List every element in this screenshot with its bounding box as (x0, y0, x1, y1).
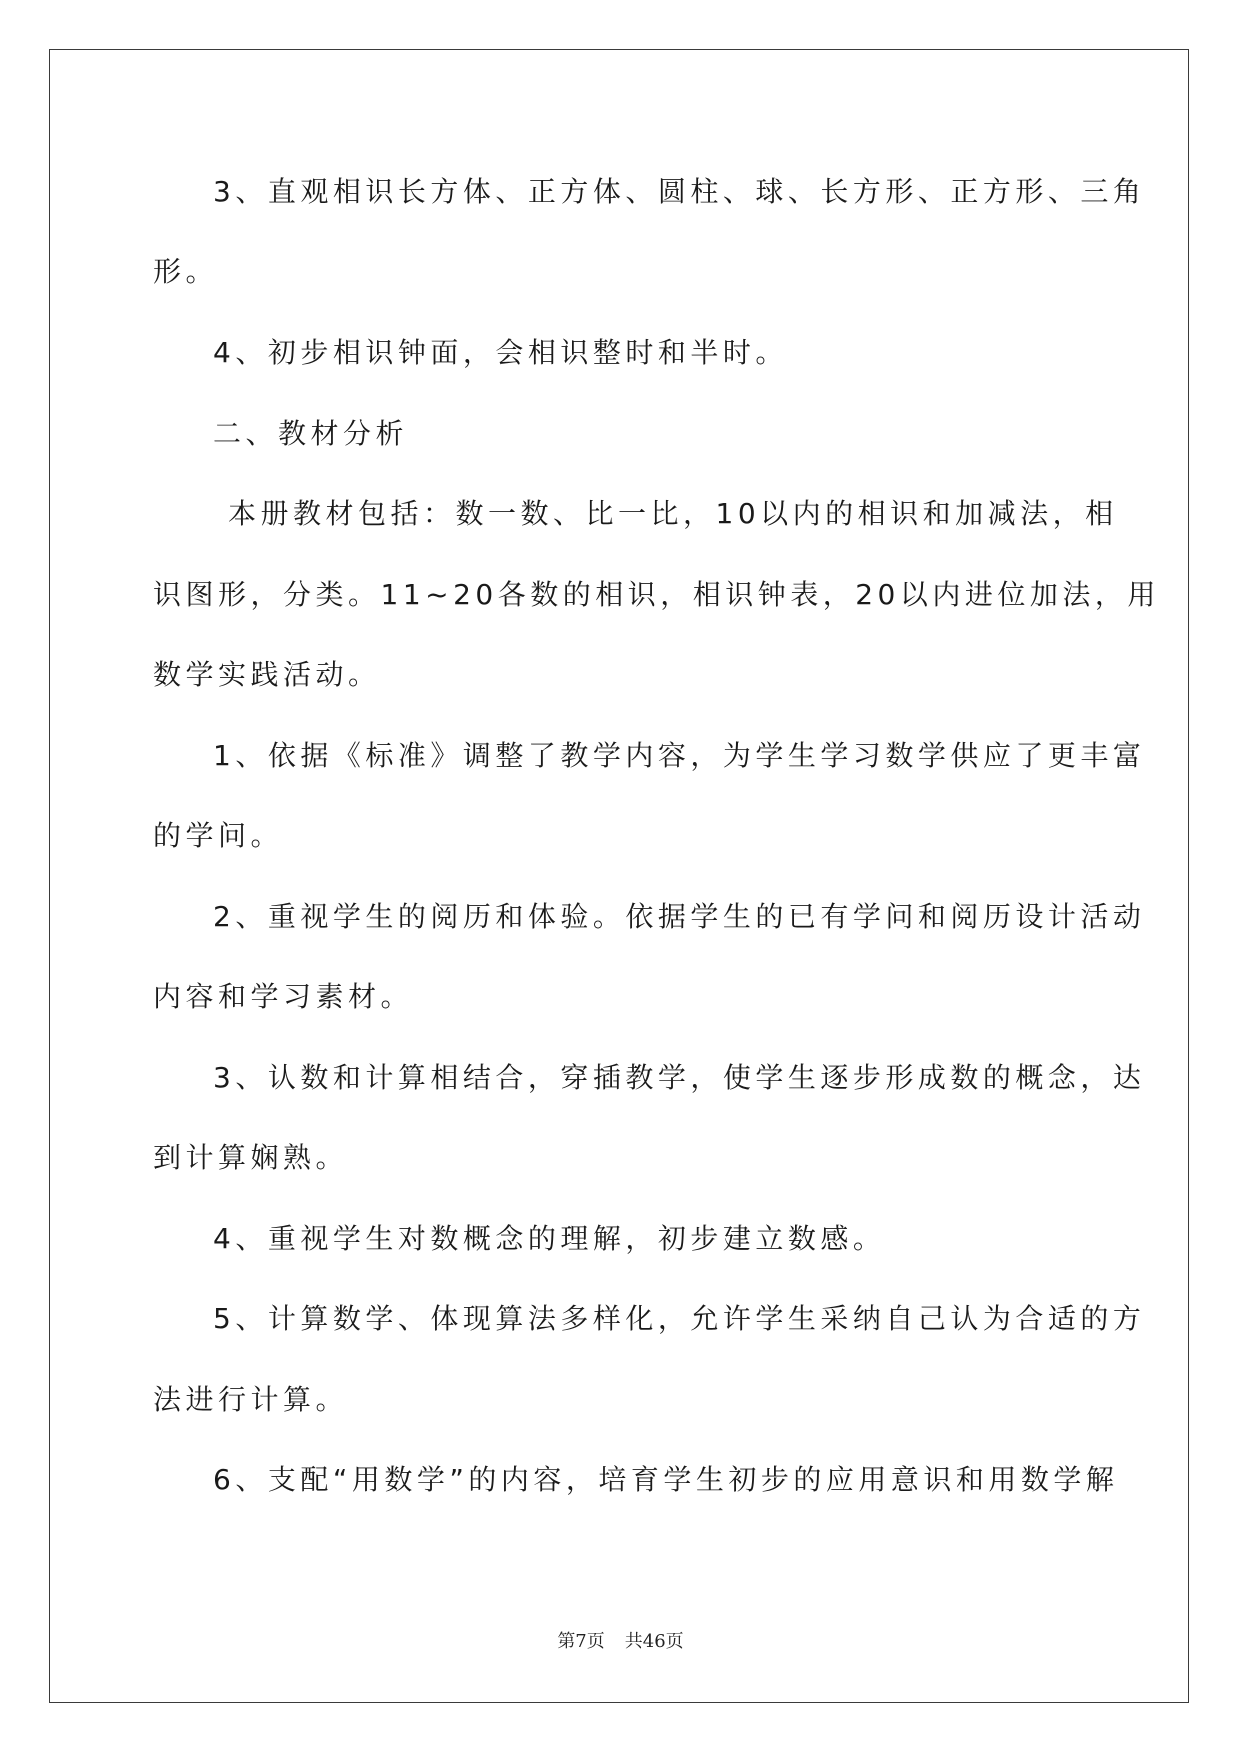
text-line: 识图形，分类。11~20各数的相识，相识钟表，20以内进位加法，用 (153, 578, 1160, 611)
text-line: 3、认数和计算相结合，穿插教学，使学生逐步形成数的概念，达 (213, 1061, 1146, 1094)
page-border (49, 49, 1189, 1703)
text-line: 2、重视学生的阅历和体验。依据学生的已有学问和阅历设计活动 (213, 900, 1146, 933)
text-line: 数学实践活动。 (153, 658, 381, 691)
text-line: 内容和学习素材。 (153, 980, 414, 1013)
page-total: 共46页 (624, 1631, 684, 1652)
text-line: 本册教材包括：数一数、比一比，10以内的相识和加减法，相 (228, 497, 1118, 530)
section-heading: 二、教材分析 (213, 417, 409, 450)
text-line: 的学问。 (153, 819, 284, 852)
text-line: 4、重视学生对数概念的理解，初步建立数感。 (213, 1222, 886, 1255)
text-line: 6、支配“用数学”的内容，培育学生初步的应用意识和用数学解 (213, 1463, 1119, 1496)
text-line: 到计算娴熟。 (153, 1141, 349, 1174)
page-footer (0, 1630, 1241, 1654)
text-line: 形。 (153, 255, 219, 288)
text-line: 4、初步相识钟面，会相识整时和半时。 (213, 336, 788, 369)
text-line: 3、直观相识长方体、正方体、圆柱、球、长方形、正方形、三角 (213, 175, 1146, 208)
text-line: 5、计算数学、体现算法多样化，允许学生采纳自己认为合适的方 (213, 1302, 1146, 1335)
text-line: 法进行计算。 (153, 1383, 349, 1416)
text-line: 1、依据《标准》调整了教学内容，为学生学习数学供应了更丰富 (213, 739, 1146, 772)
page-number: 第7页 (557, 1631, 605, 1652)
